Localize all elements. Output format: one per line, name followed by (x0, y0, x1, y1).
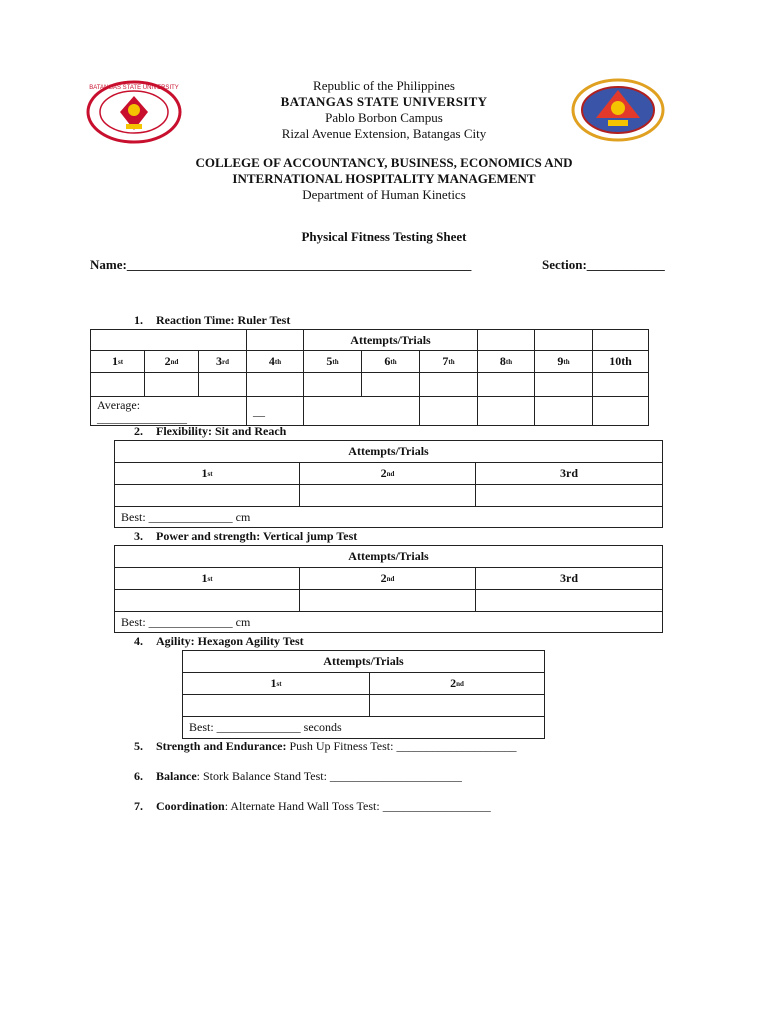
svg-text:BATANGAS STATE UNIVERSITY: BATANGAS STATE UNIVERSITY (89, 85, 179, 91)
average-cell[interactable]: Average: _______________ (91, 397, 247, 426)
trials-header: Attempts/Trials (183, 651, 545, 673)
campus-address: Rizal Avenue Extension, Batangas City (281, 126, 487, 141)
reaction-time-table (90, 329, 649, 426)
republic-line: Republic of the Philippines (313, 78, 455, 93)
hexagon-agility-table: Attempts/Trials 1st 2nd Best: ______________ seconds (182, 650, 545, 739)
trial-input-row[interactable] (115, 590, 663, 612)
test-6-line: 6. Balance: Stork Balance Stand Test: ______________________ (134, 769, 462, 783)
vertical-jump-table: Attempts/Trials 1st 2nd 3rd Best: ______________ cm (114, 545, 663, 633)
test-2-heading: 2. Flexibility: Sit and Reach (134, 424, 287, 438)
best-cell[interactable]: Best: ______________ cm (115, 612, 663, 633)
trial-input-row[interactable] (115, 485, 663, 507)
average-dash: __ (247, 397, 304, 426)
trial-input-row[interactable] (91, 373, 649, 397)
campus-name: Pablo Borbon Campus (325, 110, 443, 125)
college-line-1: COLLEGE OF ACCOUNTANCY, BUSINESS, ECONOMICS AND (195, 155, 573, 170)
trials-header: Attempts/Trials (115, 441, 663, 463)
test-3-heading: 3. Power and strength: Vertical jump Test (134, 529, 358, 543)
college-line-2: INTERNATIONAL HOSPITALITY MANAGEMENT (232, 171, 536, 186)
trials-header: Attempts/Trials (304, 330, 478, 351)
department-name: Department of Human Kinetics (302, 187, 466, 202)
sheet-title: Physical Fitness Testing Sheet (301, 229, 467, 244)
best-cell[interactable]: Best: ______________ seconds (183, 717, 545, 739)
trial-number-row: 1st 2nd 3rd 4th 5th 6th 7th 8th 9th 10th (91, 351, 649, 373)
test-7-line: 7. Coordination: Alternate Hand Wall Toss Test: __________________ (134, 799, 491, 813)
section-field[interactable]: Section:____________ (542, 257, 665, 272)
sit-and-reach-table: Attempts/Trials 1st 2nd 3rd Best: ______________ cm (114, 440, 663, 528)
college-block (0, 155, 768, 203)
trial-input-row[interactable] (183, 695, 545, 717)
test-4-heading: 4. Agility: Hexagon Agility Test (134, 634, 304, 648)
test-1-heading: 1. Reaction Time: Ruler Test (134, 313, 291, 327)
trials-header: Attempts/Trials (115, 546, 663, 568)
best-cell[interactable]: Best: ______________ cm (115, 507, 663, 528)
name-field[interactable]: Name:_____________________________________________________ (90, 257, 472, 272)
university-name: BATANGAS STATE UNIVERSITY (280, 94, 488, 109)
test-5-line: 5. Strength and Endurance: Push Up Fitness Test: ____________________ (134, 739, 517, 753)
document-header (0, 78, 768, 142)
